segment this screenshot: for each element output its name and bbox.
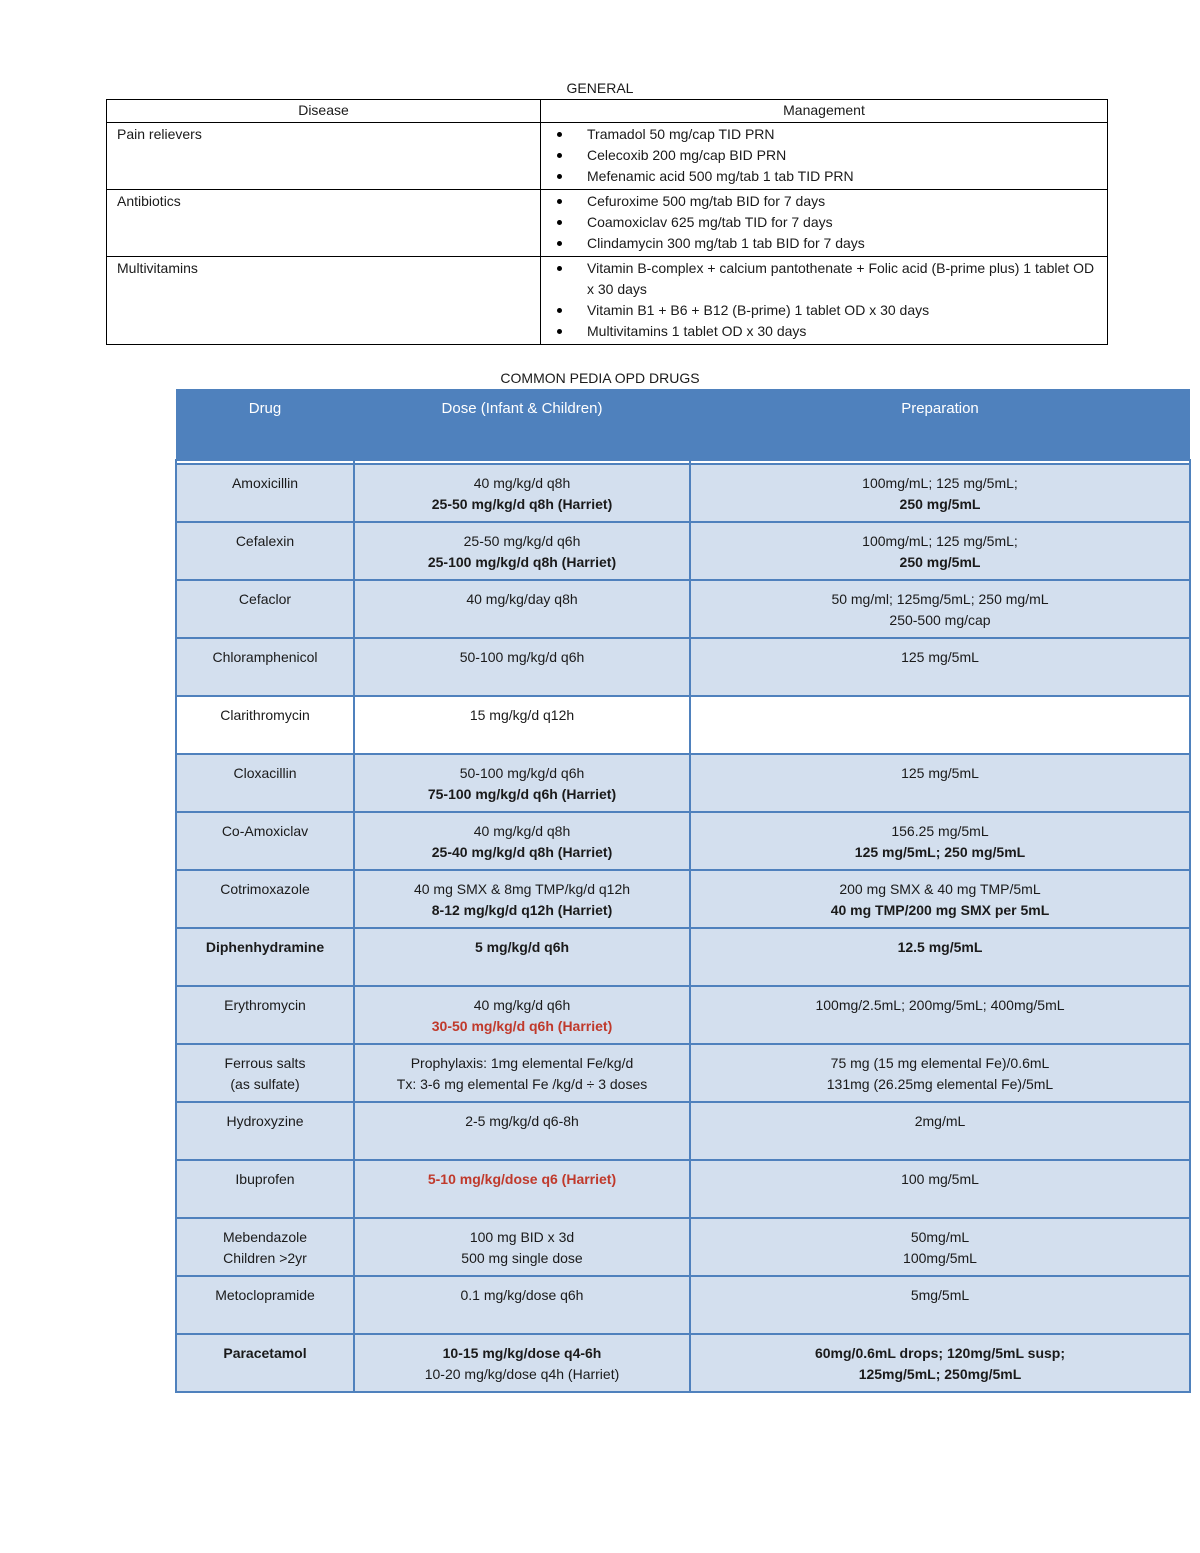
management-item: Multivitamins 1 tablet OD x 30 days	[551, 321, 1097, 342]
dose-line: 50-100 mg/kg/d q6h	[459, 765, 585, 781]
dose-cell	[354, 870, 690, 928]
disease-header: Disease	[107, 100, 541, 123]
drug-row	[176, 696, 1190, 754]
drug-name	[176, 1276, 354, 1334]
management-cell	[541, 257, 1108, 345]
prep-line: 100mg/2.5mL; 200mg/5mL; 400mg/5mL	[815, 997, 1065, 1013]
dose-line: 10-15 mg/kg/dose q4-6h	[442, 1345, 602, 1361]
dose-line: 25-50 mg/kg/d q6h	[463, 533, 581, 549]
drug-row	[176, 1160, 1190, 1218]
prep-line: 100mg/5mL	[903, 1250, 977, 1266]
dose-line: 40 mg/kg/d q8h	[473, 823, 571, 839]
dose-line-harriet: 25-100 mg/kg/d q8h (Harriet)	[427, 554, 617, 570]
preparation-header: Preparation	[690, 389, 1190, 460]
dose-cell	[354, 1334, 690, 1392]
preparation-cell	[690, 986, 1190, 1044]
disease-cell: Antibiotics	[107, 190, 541, 257]
drug-name	[176, 1044, 354, 1102]
prep-line: 131mg (26.25mg elemental Fe)/5mL	[826, 1076, 1054, 1092]
dose-line: 15 mg/kg/d q12h	[469, 707, 575, 723]
dose-cell	[354, 1044, 690, 1102]
dose-cell	[354, 1276, 690, 1334]
drug-row	[176, 1102, 1190, 1160]
drug-row	[176, 986, 1190, 1044]
management-item: Celecoxib 200 mg/cap BID PRN	[551, 145, 1097, 166]
dose-line: 40 mg/kg/d q6h	[473, 997, 571, 1013]
dose-line: 50-100 mg/kg/d q6h	[459, 649, 585, 665]
management-cell	[541, 190, 1108, 257]
general-header-row	[107, 100, 1108, 123]
drug-name	[176, 1334, 354, 1392]
drug-row	[176, 638, 1190, 696]
prep-line: 200 mg SMX & 40 mg TMP/5mL	[839, 881, 1041, 897]
drug-name	[176, 522, 354, 580]
prep-line: 12.5 mg/5mL	[897, 939, 983, 955]
prep-line: 2mg/mL	[914, 1113, 966, 1129]
preparation-cell	[690, 870, 1190, 928]
preparation-cell	[690, 1102, 1190, 1160]
drug-name-text: Erythromycin	[224, 997, 306, 1013]
dose-cell	[354, 580, 690, 638]
preparation-cell	[690, 1044, 1190, 1102]
dose-line: Tx: 3-6 mg elemental Fe /kg/d ÷ 3 doses	[396, 1076, 648, 1092]
disease-cell: Multivitamins	[107, 257, 541, 345]
dose-cell	[354, 1102, 690, 1160]
drug-name-subtext: Children >2yr	[223, 1250, 307, 1266]
dose-line-harriet: 8-12 mg/kg/d q12h (Harriet)	[431, 902, 613, 918]
dose-cell	[354, 522, 690, 580]
drug-row	[176, 812, 1190, 870]
dose-cell	[354, 638, 690, 696]
drug-name-text: Metoclopramide	[215, 1287, 315, 1303]
dose-cell	[354, 464, 690, 522]
prep-line: 250 mg/5mL	[899, 496, 981, 512]
drug-name-text: Amoxicillin	[231, 475, 299, 491]
preparation-cell	[690, 1334, 1190, 1392]
dose-cell	[354, 986, 690, 1044]
general-row	[107, 257, 1108, 345]
management-item: Mefenamic acid 500 mg/tab 1 tab TID PRN	[551, 166, 1097, 187]
drug-name	[176, 638, 354, 696]
preparation-cell	[690, 1276, 1190, 1334]
dose-line: 40 mg/kg/d q8h	[473, 475, 571, 491]
drug-name-text: Clarithromycin	[220, 707, 310, 723]
prep-line: 125 mg/5mL	[901, 765, 979, 781]
drug-name	[176, 754, 354, 812]
disease-cell: Pain relievers	[107, 123, 541, 190]
drug-name-text: Cefaclor	[238, 591, 292, 607]
preparation-cell	[690, 812, 1190, 870]
management-item: Vitamin B1 + B6 + B12 (B-prime) 1 tablet OD x 30 days	[551, 300, 1097, 321]
prep-line: 40 mg TMP/200 mg SMX per 5mL	[830, 902, 1050, 918]
prep-line: 250-500 mg/cap	[889, 612, 991, 628]
drug-name-subtext: (as sulfate)	[230, 1076, 300, 1092]
drug-name	[176, 1102, 354, 1160]
drug-name	[176, 696, 354, 754]
drug-name	[176, 928, 354, 986]
dose-line: 2-5 mg/kg/d q6-8h	[465, 1113, 579, 1129]
management-item: Vitamin B-complex + calcium pantothenate + Folic acid (B-prime plus) 1 tablet OD x 30 days	[551, 258, 1097, 300]
dose-cell	[354, 1160, 690, 1218]
dose-line: 0.1 mg/kg/dose q6h	[460, 1287, 584, 1303]
preparation-cell	[690, 1160, 1190, 1218]
preparation-cell	[690, 638, 1190, 696]
dose-line-harriet: 75-100 mg/kg/d q6h (Harriet)	[427, 786, 617, 802]
pedia-drugs-table	[175, 389, 1191, 1393]
drug-name-text: Cefalexin	[235, 533, 295, 549]
prep-line	[695, 473, 1185, 494]
drug-row	[176, 1276, 1190, 1334]
drug-row	[176, 754, 1190, 812]
preparation-cell	[690, 1218, 1190, 1276]
prep-line: 60mg/0.6mL drops; 120mg/5mL susp;	[814, 1345, 1065, 1361]
dose-line-harriet: 30-50 mg/kg/d q6h (Harriet)	[431, 1018, 613, 1034]
preparation-cell	[690, 580, 1190, 638]
drug-name-text: Chloramphenicol	[212, 649, 318, 665]
dose-cell	[354, 754, 690, 812]
preparation-cell	[690, 754, 1190, 812]
drug-row	[176, 928, 1190, 986]
dose-line: 500 mg single dose	[461, 1250, 583, 1266]
drug-name	[176, 1160, 354, 1218]
management-item: Coamoxiclav 625 mg/tab TID for 7 days	[551, 212, 1097, 233]
prep-line-text: 100mg/mL; 125 mg/5mL;	[862, 475, 1018, 491]
drug-name-text: Ibuprofen	[235, 1171, 295, 1187]
drug-header: Drug	[176, 389, 354, 460]
prep-line: 250 mg/5mL	[899, 554, 981, 570]
preparation-cell	[690, 464, 1190, 522]
drug-name-text: Co-Amoxiclav	[221, 823, 309, 839]
prep-line: 50 mg/ml; 125mg/5mL; 250 mg/mL	[831, 591, 1049, 607]
preparation-cell	[690, 522, 1190, 580]
pedia-header-row	[176, 389, 1190, 460]
prep-line: 100 mg/5mL	[901, 1171, 979, 1187]
management-cell	[541, 123, 1108, 190]
pedia-section-title: COMMON PEDIA OPD DRUGS	[500, 370, 700, 386]
general-row	[107, 123, 1108, 190]
dose-line-harriet: 5-10 mg/kg/dose q6 (Harriet)	[427, 1171, 617, 1187]
drug-name-text: Diphenhydramine	[205, 939, 325, 955]
drug-name	[176, 580, 354, 638]
drug-row	[176, 580, 1190, 638]
general-row	[107, 190, 1108, 257]
drug-name	[176, 986, 354, 1044]
general-table	[106, 99, 1108, 345]
prep-line: 100mg/mL; 125 mg/5mL;	[862, 533, 1018, 549]
drug-row	[176, 522, 1190, 580]
management-item: Clindamycin 300 mg/tab 1 tab BID for 7 days	[551, 233, 1097, 254]
drug-name-text: Hydroxyzine	[226, 1113, 304, 1129]
dose-cell	[354, 696, 690, 754]
drug-name	[176, 870, 354, 928]
prep-line: 156.25 mg/5mL	[891, 823, 989, 839]
drug-name-text: Ferrous salts	[224, 1055, 306, 1071]
drug-name	[176, 1218, 354, 1276]
prep-line: 50mg/mL	[910, 1229, 970, 1245]
drug-name	[176, 812, 354, 870]
dose-line-harriet: 25-40 mg/kg/d q8h (Harriet)	[431, 844, 613, 860]
drug-name-text: Mebendazole	[222, 1229, 308, 1245]
dose-line: 40 mg/kg/day q8h	[466, 591, 578, 607]
dose-header: Dose (Infant & Children)	[354, 389, 690, 460]
drug-name-text: Paracetamol	[223, 1345, 307, 1361]
prep-line: 125 mg/5mL	[901, 649, 979, 665]
preparation-cell	[690, 928, 1190, 986]
prep-line: 125mg/5mL; 250mg/5mL	[858, 1366, 1022, 1382]
management-item: Tramadol 50 mg/cap TID PRN	[551, 124, 1097, 145]
drug-row	[176, 1334, 1190, 1392]
dose-cell	[354, 812, 690, 870]
drug-row	[176, 1218, 1190, 1276]
prep-line: 125 mg/5mL; 250 mg/5mL	[854, 844, 1026, 860]
dose-line-harriet: 25-50 mg/kg/d q8h (Harriet)	[431, 496, 613, 512]
prep-line: 5mg/5mL	[910, 1287, 970, 1303]
dose-line: Prophylaxis: 1mg elemental Fe/kg/d	[410, 1055, 634, 1071]
dose-line: 5 mg/kg/d q6h	[474, 939, 570, 955]
drug-row	[176, 464, 1190, 522]
drug-name-text: Cloxacillin	[233, 765, 297, 781]
dose-line: 100 mg BID x 3d	[469, 1229, 575, 1245]
dose-cell	[354, 928, 690, 986]
dose-line: 40 mg SMX & 8mg TMP/kg/d q12h	[413, 881, 631, 897]
drug-name	[176, 464, 354, 522]
general-section-title: GENERAL	[566, 80, 634, 96]
dose-line-harriet: 10-20 mg/kg/dose q4h (Harriet)	[424, 1366, 620, 1382]
preparation-cell	[690, 696, 1190, 754]
management-item: Cefuroxime 500 mg/tab BID for 7 days	[551, 191, 1097, 212]
drug-row	[176, 870, 1190, 928]
drug-name-text: Cotrimoxazole	[220, 881, 310, 897]
drug-row	[176, 1044, 1190, 1102]
dose-cell	[354, 1218, 690, 1276]
management-header: Management	[541, 100, 1108, 123]
prep-line: 75 mg (15 mg elemental Fe)/0.6mL	[830, 1055, 1050, 1071]
